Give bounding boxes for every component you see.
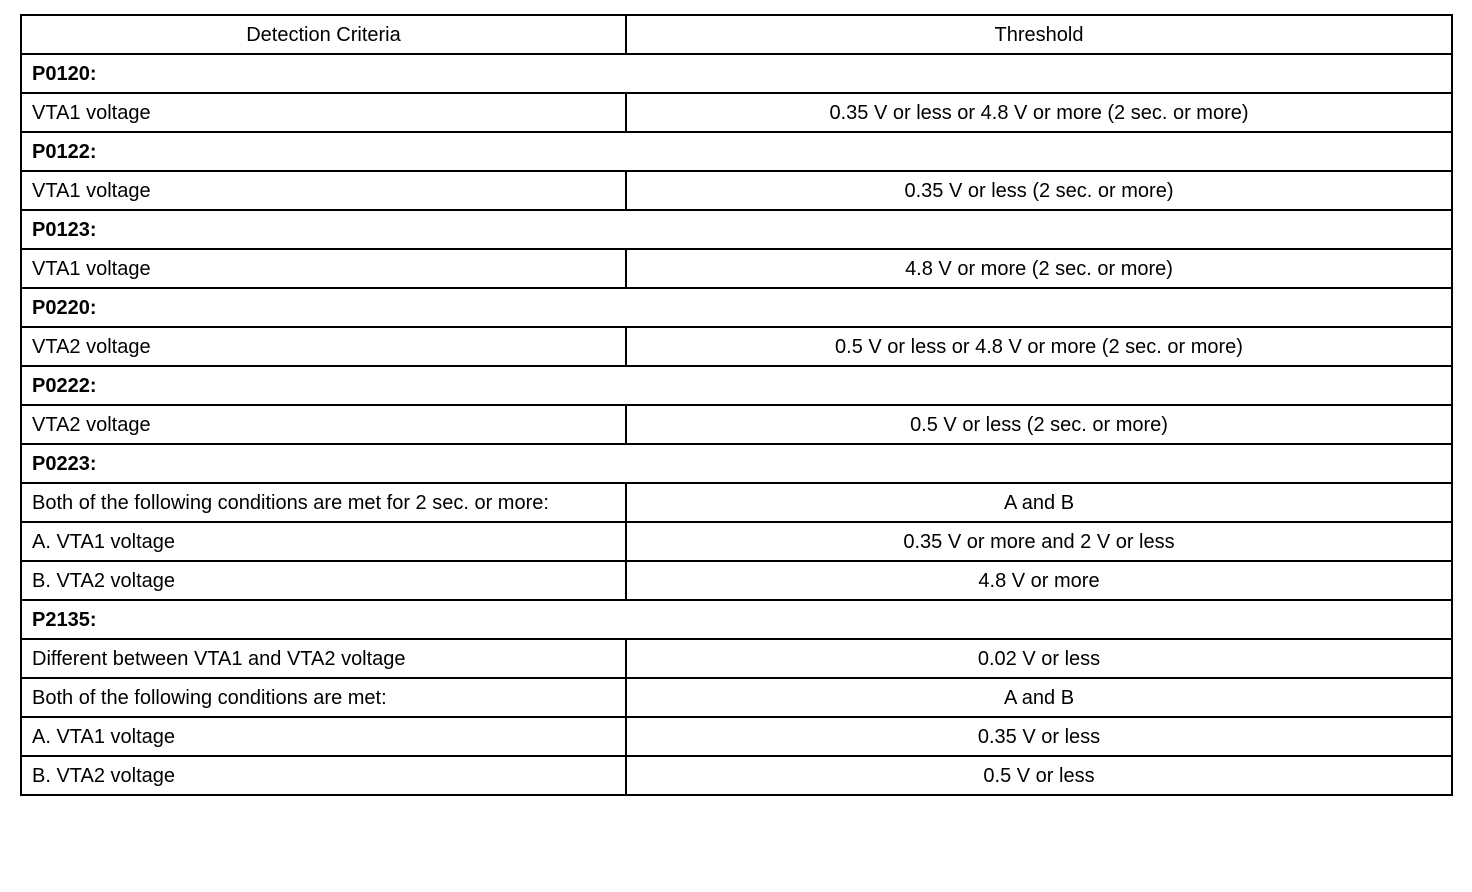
criteria-cell: VTA1 voltage xyxy=(21,93,626,132)
criteria-cell: B. VTA2 voltage xyxy=(21,561,626,600)
criteria-cell: Both of the following conditions are met: xyxy=(21,678,626,717)
dtc-code: P0223: xyxy=(21,444,1452,483)
header-row xyxy=(21,15,1452,54)
table-row xyxy=(21,717,1452,756)
dtc-code: P0122: xyxy=(21,132,1452,171)
table-row xyxy=(21,522,1452,561)
table-row xyxy=(21,327,1452,366)
criteria-column-header: Detection Criteria xyxy=(21,15,626,54)
threshold-cell: 0.35 V or less (2 sec. or more) xyxy=(626,171,1452,210)
threshold-cell: A and B xyxy=(626,678,1452,717)
threshold-cell: 0.35 V or more and 2 V or less xyxy=(626,522,1452,561)
criteria-cell: B. VTA2 voltage xyxy=(21,756,626,795)
criteria-cell: Different between VTA1 and VTA2 voltage xyxy=(21,639,626,678)
section-row xyxy=(21,444,1452,483)
criteria-cell: VTA2 voltage xyxy=(21,405,626,444)
criteria-cell: VTA1 voltage xyxy=(21,249,626,288)
criteria-cell: VTA1 voltage xyxy=(21,171,626,210)
section-row xyxy=(21,132,1452,171)
table-row xyxy=(21,483,1452,522)
table-row xyxy=(21,93,1452,132)
threshold-cell: A and B xyxy=(626,483,1452,522)
dtc-code: P0123: xyxy=(21,210,1452,249)
threshold-cell: 0.02 V or less xyxy=(626,639,1452,678)
threshold-cell: 4.8 V or more xyxy=(626,561,1452,600)
table-row xyxy=(21,678,1452,717)
table-row xyxy=(21,405,1452,444)
table-row xyxy=(21,171,1452,210)
criteria-cell: A. VTA1 voltage xyxy=(21,717,626,756)
criteria-cell: VTA2 voltage xyxy=(21,327,626,366)
threshold-cell: 0.5 V or less or 4.8 V or more (2 sec. or more) xyxy=(626,327,1452,366)
dtc-code: P2135: xyxy=(21,600,1452,639)
table-row xyxy=(21,561,1452,600)
section-row xyxy=(21,600,1452,639)
detection-criteria-table xyxy=(20,14,1453,796)
table-row xyxy=(21,249,1452,288)
threshold-cell: 0.5 V or less xyxy=(626,756,1452,795)
threshold-cell: 4.8 V or more (2 sec. or more) xyxy=(626,249,1452,288)
section-row xyxy=(21,288,1452,327)
threshold-column-header: Threshold xyxy=(626,15,1452,54)
table-row xyxy=(21,756,1452,795)
criteria-cell: A. VTA1 voltage xyxy=(21,522,626,561)
threshold-cell: 0.35 V or less or 4.8 V or more (2 sec. or more) xyxy=(626,93,1452,132)
criteria-cell: Both of the following conditions are met for 2 sec. or more: xyxy=(21,483,626,522)
dtc-code: P0120: xyxy=(21,54,1452,93)
section-row xyxy=(21,210,1452,249)
threshold-cell: 0.35 V or less xyxy=(626,717,1452,756)
dtc-code: P0222: xyxy=(21,366,1452,405)
table-row xyxy=(21,639,1452,678)
section-row xyxy=(21,54,1452,93)
section-row xyxy=(21,366,1452,405)
threshold-cell: 0.5 V or less (2 sec. or more) xyxy=(626,405,1452,444)
dtc-code: P0220: xyxy=(21,288,1452,327)
